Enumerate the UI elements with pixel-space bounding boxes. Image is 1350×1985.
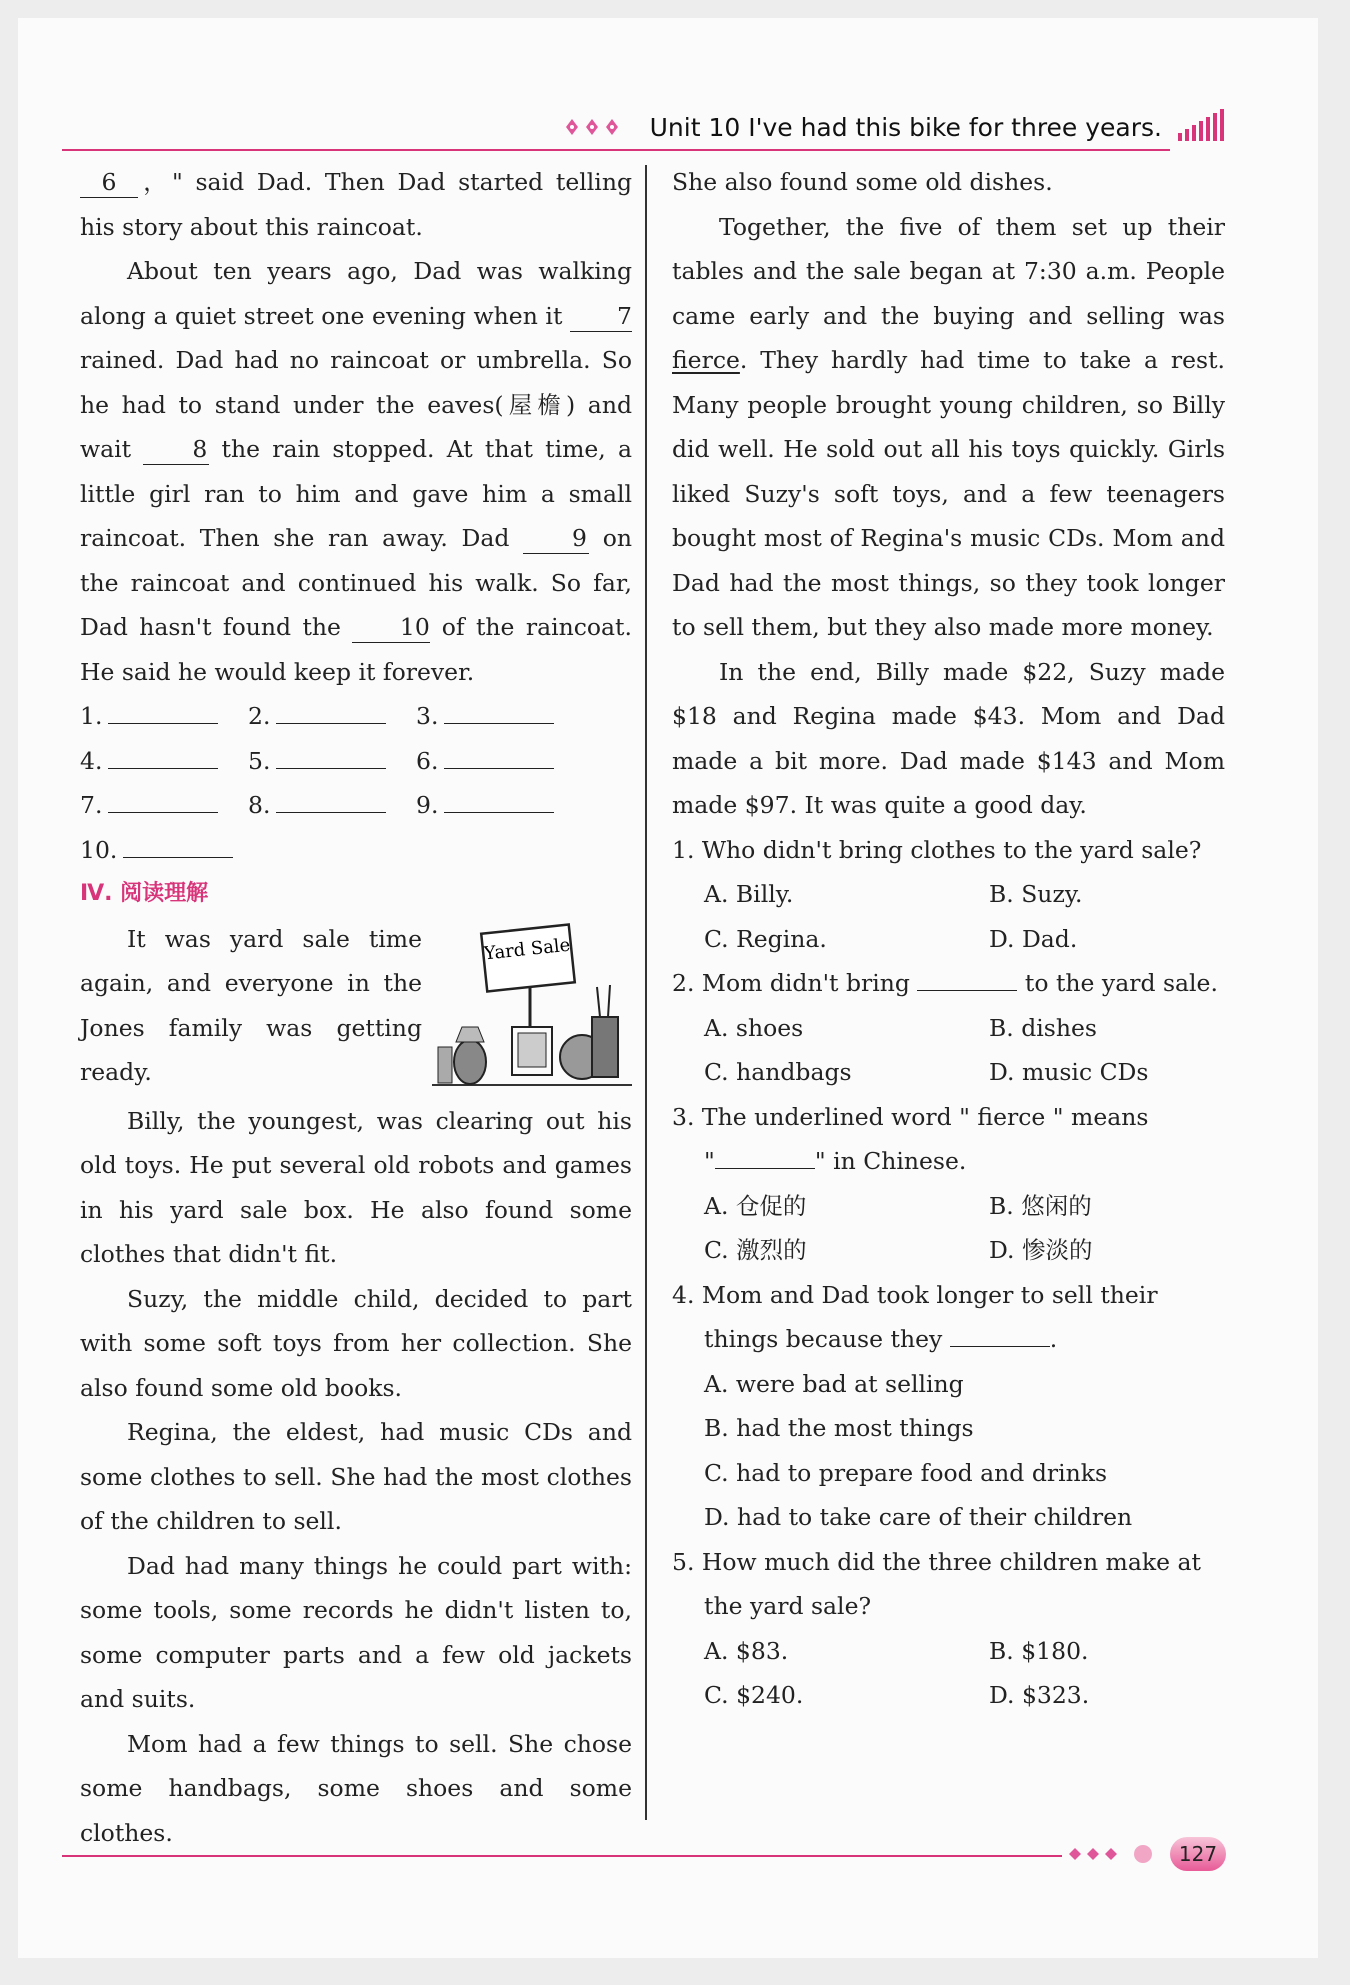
reading-paragraph-6: Mom had a few things to sell. She chose some handbags, some shoes and some clothes.: [80, 1729, 632, 1847]
option[interactable]: D. Dad.: [989, 924, 1078, 953]
option[interactable]: B. 悠闲的: [989, 1191, 1092, 1220]
question-1: 1. Who didn't bring clothes to the yard sale?: [672, 835, 1202, 864]
question-1-options: [672, 872, 1225, 961]
column-divider: [645, 165, 647, 1820]
option[interactable]: D. 惨淡的: [989, 1236, 1093, 1264]
reading-paragraph-1: It was yard sale time again, and everyone in the Jones family was getting ready.: [80, 924, 422, 1086]
underlined-word: fierce: [672, 346, 740, 374]
signal-bars-icon: [1176, 107, 1228, 141]
answer-item[interactable]: 6.: [416, 739, 584, 784]
option[interactable]: B. had the most things: [704, 1414, 974, 1442]
option[interactable]: B. Suzy.: [989, 880, 1083, 908]
question-3-options: [672, 1184, 1225, 1273]
unit-title: Unit 10 I've had this bike for three years.: [649, 113, 1162, 142]
question-3: 3. The underlined word " fierce " means " " in Chinese.: [672, 1102, 1149, 1175]
sign-text: Yard Sale: [482, 934, 572, 965]
left-column: [80, 160, 632, 1855]
question-4: 4. Mom and Dad took longer to sell their things because they .: [672, 1280, 1158, 1353]
header-rule: [62, 149, 1170, 151]
option[interactable]: A. were bad at selling: [704, 1369, 964, 1398]
option[interactable]: C. $240.: [704, 1681, 804, 1709]
option[interactable]: A. Billy.: [704, 880, 794, 908]
reading-paragraph-7: She also found some old dishes.: [672, 168, 1053, 196]
reading-paragraph-4: Regina, the eldest, had music CDs and some clothes to sell. She had the most clothes of the children to sell.: [80, 1418, 632, 1535]
reading-paragraph-5: Dad had many things he could part with: some tools, some records he didn't listen to, some computer parts and a few old jackets and suits.: [80, 1551, 632, 1713]
cloze-blank-7: 7: [570, 301, 632, 332]
question-5-options: [672, 1629, 1225, 1718]
section-title: Ⅳ. 阅读理解: [80, 881, 209, 906]
answer-lines: [80, 694, 632, 872]
cloze-blank-10: 10: [352, 612, 430, 643]
reading-paragraph-2: Billy, the youngest, was clearing out his old toys. He put several old robots and games in his yard sale box. He also found some clothes that didn't fit.: [80, 1106, 632, 1268]
answer-item[interactable]: 9.: [416, 783, 584, 828]
option[interactable]: D. $323.: [989, 1681, 1090, 1709]
option[interactable]: D. had to take care of their children: [704, 1503, 1133, 1531]
option[interactable]: B. dishes: [989, 1013, 1097, 1042]
reading-paragraph-3: Suzy, the middle child, decided to part with some soft toys from her collection. She also found some old books.: [80, 1284, 632, 1402]
option[interactable]: A. $83.: [704, 1636, 789, 1665]
cloze-paragraph-1: 6 ，" said Dad. Then Dad started telling his story about this raincoat.: [80, 168, 632, 241]
page-header: [62, 95, 1232, 151]
option[interactable]: B. $180.: [989, 1636, 1089, 1665]
answer-item[interactable]: 10.: [80, 828, 248, 873]
reading-paragraph-9: In the end, Billy made $22, Suzy made $18 and Regina made $43. Mom and Dad made a bit more. Dad made $143 and Mom made $97. It was quite a good day.: [672, 657, 1225, 819]
option[interactable]: C. Regina.: [704, 924, 827, 953]
option[interactable]: C. handbags: [704, 1058, 852, 1086]
cloze-paragraph-2: About ten years ago, Dad was walking along a quiet street one evening when it 7 rained. Dad had no raincoat or umbrella. So he had to stand under the eaves(屋檐) and wait 8 the rain stopped. At that time, a little girl ran to him and gave him a small raincoat. Then she ran away. Dad 9 on the raincoat and continued his walk. So far, Dad hasn't found the 10 of the raincoat. He said he would keep it forever.: [80, 257, 632, 686]
option[interactable]: C. 激烈的: [704, 1236, 807, 1264]
diamond-decoration-icon: [562, 115, 632, 139]
answer-item[interactable]: 5.: [248, 739, 416, 784]
question-2: 2. Mom didn't bring to the yard sale.: [672, 969, 1218, 997]
question-2-options: [672, 1006, 1225, 1095]
answer-item[interactable]: 7.: [80, 783, 248, 828]
answer-item[interactable]: 1.: [80, 694, 248, 739]
question-5: 5. How much did the three children make at the yard sale?: [672, 1547, 1201, 1620]
option[interactable]: D. music CDs: [989, 1058, 1149, 1086]
cloze-blank-9: 9: [523, 523, 589, 554]
answer-item[interactable]: 3.: [416, 694, 584, 739]
answer-item[interactable]: 2.: [248, 694, 416, 739]
reading-paragraph-8: Together, the five of them set up their tables and the sale began at 7:30 a.m. People came early and the buying and selling was fierce. They hardly had time to take a rest. Many people brought young children, so Billy did well. He sold out all his toys quickly. Girls liked Suzy's soft toys, and a few teenagers bought most of Regina's music CDs. Mom and Dad had the most things, so they took longer to sell them, but they also made more money.: [672, 212, 1225, 641]
option[interactable]: C. had to prepare food and drinks: [704, 1458, 1108, 1487]
footer-rule: [62, 1855, 1062, 1857]
option[interactable]: A. shoes: [704, 1013, 804, 1042]
cloze-blank-8: 8: [143, 434, 209, 465]
page-number: 127: [1170, 1837, 1226, 1871]
diamond-decoration-icon: [1065, 1842, 1165, 1866]
right-column: [672, 160, 1225, 1718]
answer-item[interactable]: 4.: [80, 739, 248, 784]
yard-sale-illustration-icon: [432, 917, 632, 1097]
answer-item[interactable]: 8.: [248, 783, 416, 828]
cloze-blank-6: 6: [80, 167, 138, 198]
option[interactable]: A. 仓促的: [704, 1191, 807, 1220]
reading-intro: [80, 917, 632, 1095]
